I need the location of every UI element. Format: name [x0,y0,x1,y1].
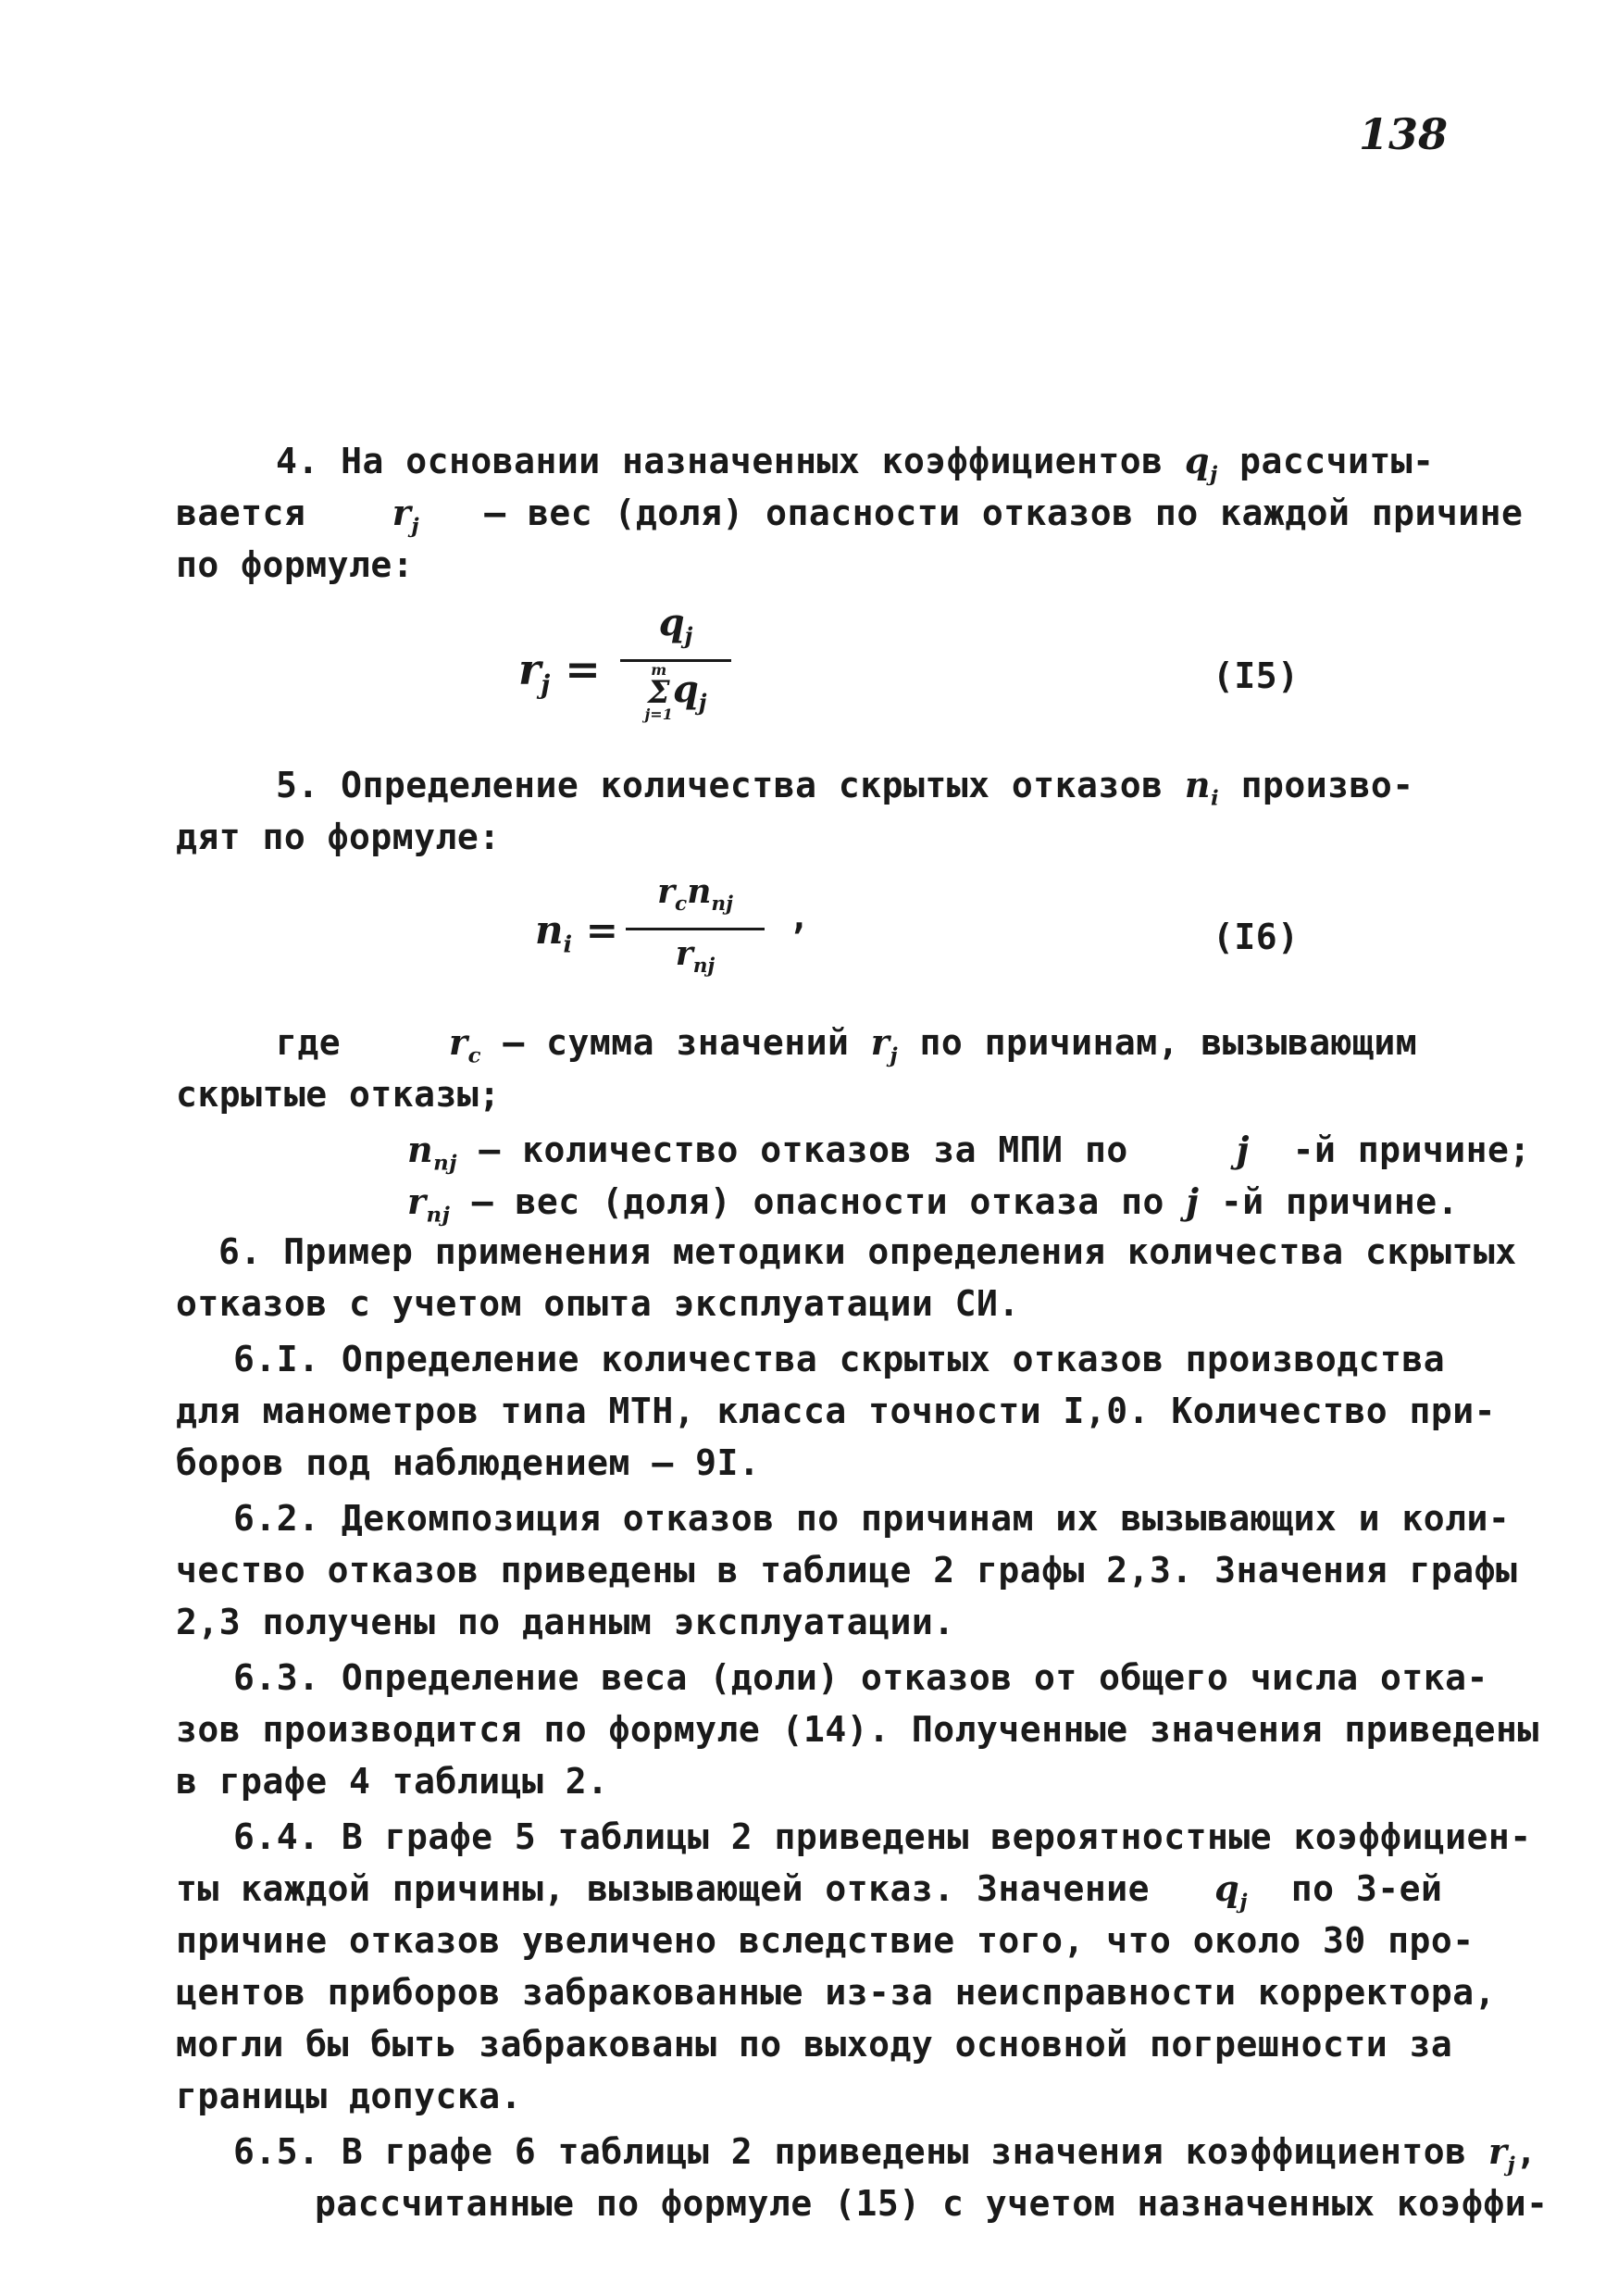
p4-line2-text-b: – вес (доля) опасности отказов по каждой причине [484,493,1524,533]
p64-line4: центов приборов забракованные из-за неисправности корректора, [176,1972,1497,2013]
p5-line2: дят по формуле: [176,817,501,857]
page-number: 138 [1359,109,1449,159]
p5-line1-text-b: произво- [1240,765,1414,805]
where-line3 [407,1129,1531,1184]
formula-16-fraction [626,870,765,988]
p61-line1: 6.I. Определение количества скрытых отказов производства [233,1339,1446,1379]
p65-line1 [233,2131,1537,2186]
where-line4-text-a: – вес (доля) опасности отказа по [471,1181,1164,1222]
p62-line2: чество отказов приведены в таблице 2 графы 2,3. Значения графы [176,1550,1518,1591]
where-line3-text-a: – количество отказов за МПИ по [479,1129,1128,1170]
p4-line1-text-b: рассчиты- [1239,441,1435,481]
where-label: где [276,1022,342,1063]
formula-15-label: (I5) [1213,655,1300,696]
p5-line1-text-a: 5. Определение количества скрытых отказов [276,765,1164,805]
where-line1 [276,1022,1417,1077]
q-j-symbol: $q_j$ [1184,440,1218,487]
n-nj-symbol: $n_{nj}$ [407,1129,457,1176]
where-line4-text-b: -й причине. [1220,1181,1460,1222]
p4-line1 [276,441,1435,495]
formula-15-lhs: $r_j$ = [518,644,601,701]
p65-line2: рассчитанные по формуле (15) с учетом назначенных коэффи- [315,2183,1549,2224]
r-j-symbol: $r_j$ [870,1021,899,1068]
p4-line3: по формуле: [176,544,415,585]
formula-16-denominator: $r_{nj}$ [675,934,716,979]
p6-line1: 6. Пример применения методики определения количества скрытых [218,1231,1517,1272]
p65-line1-comma: , [1515,2131,1537,2172]
p64-line2 [176,1868,1442,1923]
p64-line2-text-a: ты каждой причины, вызывающей отказ. Значение [176,1868,1151,1909]
where-line1-text-b: – сумма значений [503,1022,850,1063]
p63-line3: в графе 4 таблицы 2. [176,1761,609,1802]
p4-line1-text-a: 4. На основании назначенных коэффициентов [276,441,1164,481]
p6-line2: отказов с учетом опыта эксплуатации СИ. [176,1283,1020,1324]
fraction-bar [620,659,731,662]
p64-line3: причине отказов увеличено вследствие того, что около 30 про- [176,1920,1475,1961]
p61-line3: боров под наблюдением – 9I. [176,1442,761,1483]
where-line4 [407,1181,1459,1236]
j-symbol: j [1186,1180,1200,1222]
p4-line2 [176,493,1523,547]
p4-line2-text-a: вается [176,493,306,533]
formula-16-numerator: $r_cn_{nj}$ [657,872,733,917]
p63-line1: 6.3. Определение веса (доли) отказов от общего числа отка- [233,1657,1488,1698]
formula-16-lhs: $n_i$ = [535,907,618,958]
q-j-symbol: $q_j$ [1214,1867,1248,1915]
formula-15-numerator: $q_j$ [658,601,693,649]
p62-line3: 2,3 получены по данным эксплуатации. [176,1602,955,1642]
fraction-bar [626,928,765,930]
p63-line2: зов производится по формуле (14). Полученные значения приведены [176,1709,1539,1750]
p5-line1 [276,765,1414,819]
r-c-symbol: $r_c$ [449,1021,481,1068]
formula-16-label: (I6) [1213,917,1300,957]
r-j-symbol: $r_j$ [1487,2130,1516,2177]
p64-line5: могли бы быть забракованы по выходу основной погрешности за [176,2024,1453,2065]
p62-line1: 6.2. Декомпозиция отказов по причинам их вызывающих и коли- [233,1498,1511,1539]
p64-line6: границы допуска. [176,2076,523,2116]
p61-line2: для манометров типа МТН, класса точности I,0. Количество при- [176,1391,1497,1431]
formula-15-denominator: m Σ j=1 $q_j$ [644,661,707,723]
r-nj-symbol: $r_{nj}$ [407,1180,451,1228]
where-line2: скрытые отказы; [176,1074,501,1115]
j-symbol: j [1236,1129,1250,1170]
p64-line1: 6.4. В графе 5 таблицы 2 приведены вероятностные коэффициен- [233,1816,1532,1857]
r-j-symbol: $r_j$ [392,492,420,539]
where-line1-text-c: по причинам, вызывающим [919,1022,1418,1063]
p64-line2-text-b: по 3-ей [1290,1868,1443,1909]
formula-16-comma: , [789,896,811,937]
formula-15-fraction [620,602,731,724]
n-i-symbol: $n_i$ [1184,764,1220,811]
where-line3-text-b: -й причине; [1292,1129,1531,1170]
p65-line1-text-a: 6.5. В графе 6 таблицы 2 приведены значения коэффициентов [233,2131,1467,2172]
